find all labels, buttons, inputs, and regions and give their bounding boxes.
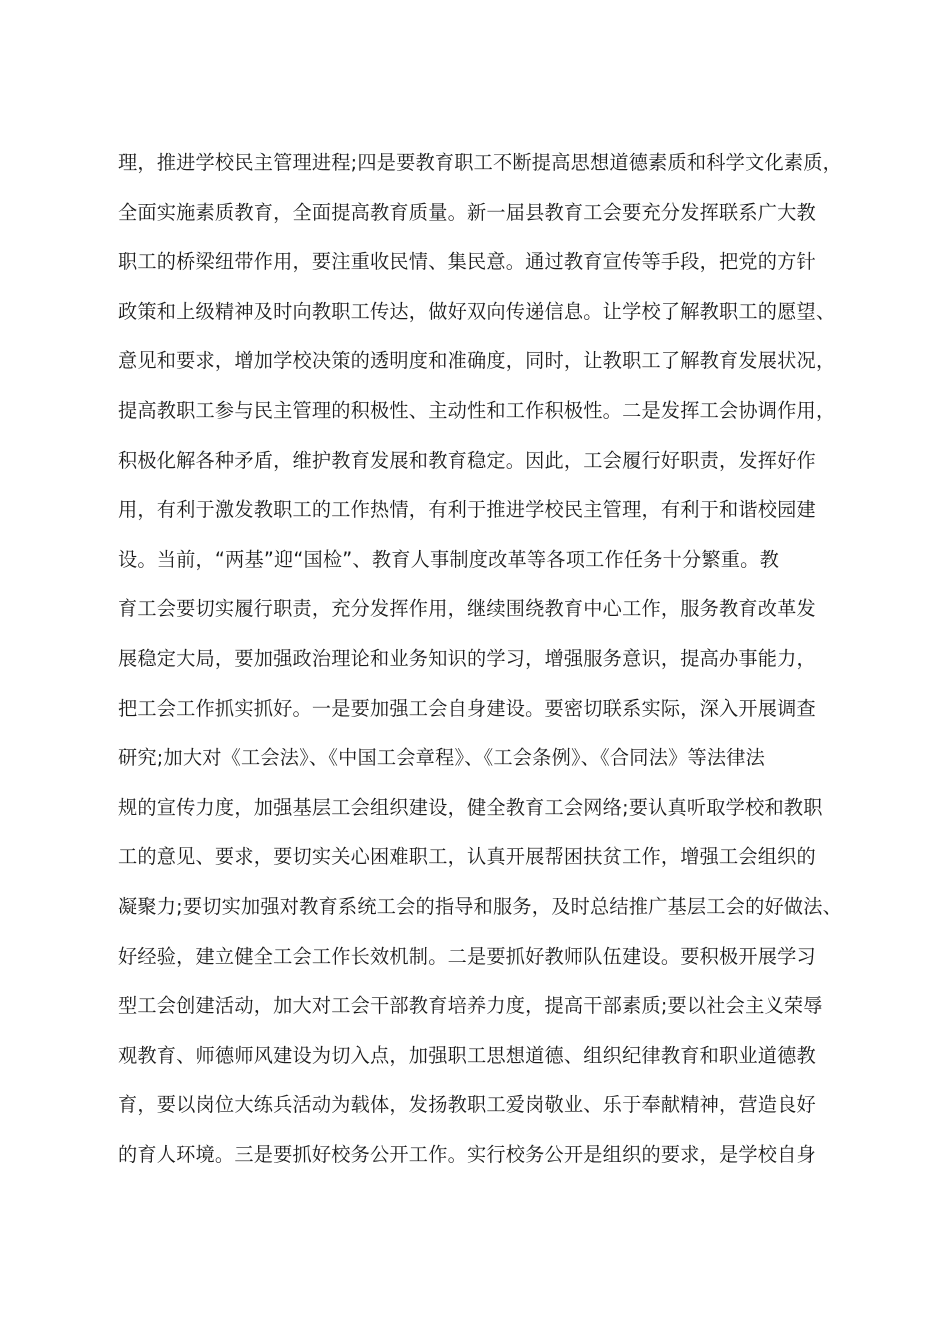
- text-line: 凝聚力;要切实加强对教育系统工会的指导和服务，及时总结推广基层工会的好做法、: [118, 894, 843, 918]
- text-line: 积极化解各种矛盾，维护教育发展和教育稳定。因此，工会履行好职责，发挥好作: [118, 448, 816, 472]
- text-line: 把工会工作抓实抓好。一是要加强工会自身建设。要密切联系实际，深入开展调查: [118, 696, 816, 720]
- text-line: 展稳定大局，要加强政治理论和业务知识的学习，增强服务意识，提高办事能力，: [118, 646, 816, 670]
- body-text: [118, 143, 843, 1184]
- text-line: 型工会创建活动，加大对工会干部教育培养力度，提高干部素质;要以社会主义荣辱: [118, 994, 823, 1018]
- text-line: 规的宣传力度，加强基层工会组织建设，健全教育工会网络;要认真听取学校和教职: [118, 795, 823, 819]
- text-line: 好经验，建立健全工会工作长效机制。二是要抓好教师队伍建设。要积极开展学习: [118, 944, 816, 968]
- text-line: 全面实施素质教育，全面提高教育质量。新一届县教育工会要充分发挥联系广大教: [118, 200, 816, 224]
- text-line: 观教育、师德师风建设为切入点，加强职工思想道德、组织纪律教育和职业道德教: [118, 1043, 816, 1067]
- text-line: 理，推进学校民主管理进程;四是要教育职工不断提高思想道德素质和科学文化素质，: [118, 151, 843, 174]
- text-line: 职工的桥梁纽带作用，要注重收民情、集民意。通过教育宣传等手段，把党的方针: [118, 250, 816, 274]
- text-line: 工的意见、要求，要切实关心困难职工，认真开展帮困扶贫工作，增强工会组织的: [118, 845, 816, 869]
- text-line: 研究;加大对《工会法》、《中国工会章程》、《工会条例》、《合同法》等法律法: [118, 746, 766, 770]
- text-line: 育工会要切实履行职责，充分发挥作用，继续围绕教育中心工作，服务教育改革发: [118, 597, 816, 621]
- text-line: 用，有利于激发教职工的工作热情，有利于推进学校民主管理，有利于和谐校园建: [118, 498, 816, 522]
- text-line: 意见和要求，增加学校决策的透明度和准确度，同时，让教职工了解教育发展状况，: [118, 349, 836, 373]
- text-line: 政策和上级精神及时向教职工传达，做好双向传递信息。让学校了解教职工的愿望、: [118, 299, 836, 323]
- text-line: 设。当前，“两基”迎“国检”、教育人事制度改革等各项工作任务十分繁重。教: [118, 547, 779, 571]
- text-line: 提高教职工参与民主管理的积极性、主动性和工作积极性。二是发挥工会协调作用，: [118, 398, 836, 422]
- text-line: 育，要以岗位大练兵活动为载体，发扬教职工爱岗敬业、乐于奉献精神，营造良好: [118, 1093, 816, 1117]
- text-line: 的育人环境。三是要抓好校务公开工作。实行校务公开是组织的要求，是学校自身: [118, 1142, 816, 1166]
